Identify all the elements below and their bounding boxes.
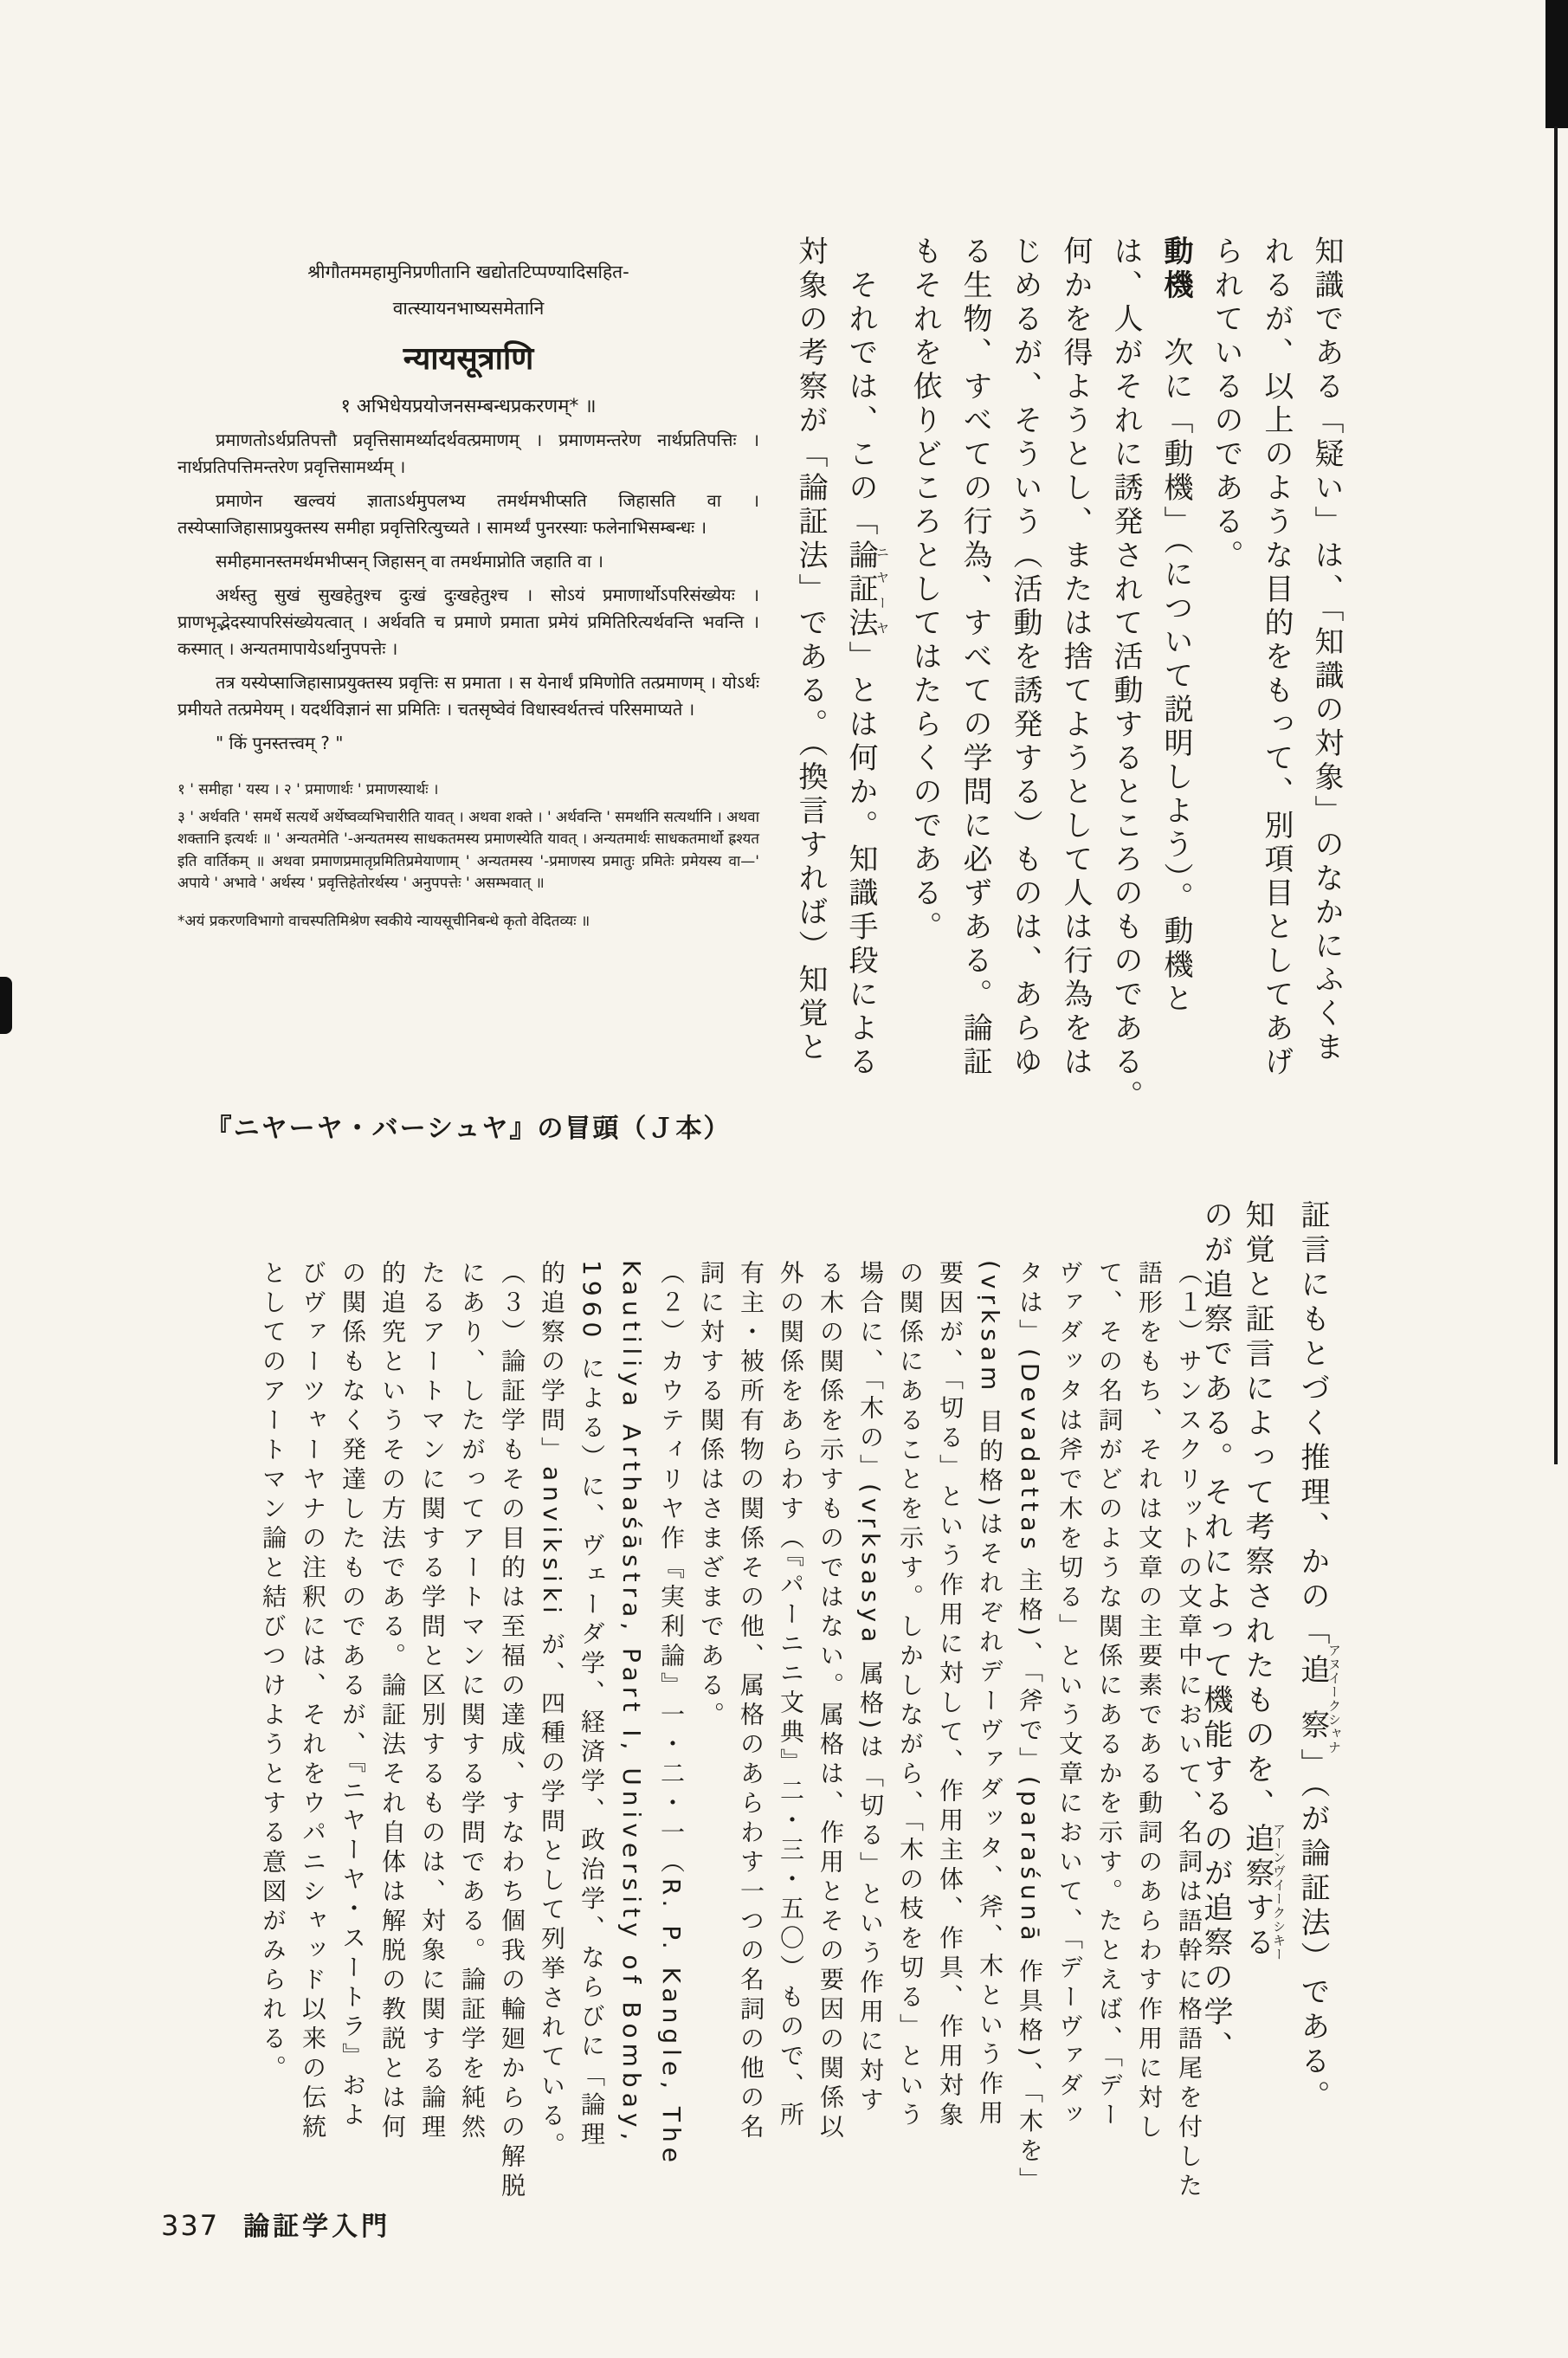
footnote-column: （３）論証学もその目的は至福の達成、すなわち個我の輪廻からの解脱 [498, 1260, 526, 2202]
furigana-nyaya: 論証法ニヤーヤ [843, 539, 890, 641]
sanskrit-paragraph-quote: " किं पुनस्तत्त्वम् ? " [216, 733, 344, 753]
sanskrit-paragraph: समीहमानस्तमर्थमभीप्सन् जिहासन् वा तमर्थमाप्नोति जहाति वा । [216, 551, 603, 572]
footnote-column: 語形をもち、それは文章の主要素である動詞のあらわす作用に対し [1135, 1260, 1164, 2143]
text-column: じめるが、そういう（活動を誘発する）ものは、あらゆ [1008, 236, 1042, 1080]
footnote-column: 要因が、「切る」という作用に対して、作用主体、作具、作用対象 [936, 1260, 965, 2131]
sanskrit-paragraph: अर्थस्तु सुखं सुखहेतुश्च दुःखं दुःखहेतुश्च । सोऽयं प्रमाणार्थोऽपरिसंख्येयः । प्राणभृद्भेदस्यापरिसंख्येयत्वात् । अर्थवति च प्रमाणे प्रमाता प्रमेयं प्रमितिरित्यर्थवन्ति भवन्ति । कस्मात् । अन्यतमापायेऽर्थानुपपत्तेः । [177, 585, 759, 659]
main-text-block [785, 236, 1352, 1132]
furigana-anviksana: 追察アヌイークシャナ [1295, 1644, 1342, 1754]
footnote-column: たるアートマンに関する学問と区別するものは、対象に関する論理 [418, 1260, 447, 2143]
continuation-text-block [1195, 1199, 1347, 2113]
text-column: る生物、すべての行為、すべての学問に必ずある。論証 [958, 236, 992, 1080]
sanskrit-heading-line-2: वात्स्यायनभाष्यसमेतानि [392, 298, 545, 319]
footnote-column: 1960 による）に、ヴェーダ学、経済学、政治学、ならびに「論理 [578, 1260, 606, 2151]
footnote-column: Kautiliya Arthaśāstra, Part I, University of Bombay, [617, 1260, 646, 2146]
footnote-2 [532, 1260, 691, 2191]
footnote-column: 有主・被所有物の関係その他、属格のあらわす一つの名詞の他の名 [737, 1260, 765, 2143]
text-column: は、人がそれに誘発されて活動するところのものである。 [1108, 236, 1143, 1114]
footnote-1 [691, 1260, 1209, 2202]
sanskrit-inset-caption: 『ニヤーヤ・バーシュヤ』の冒頭（Ｊ本） [205, 1114, 732, 1144]
page-number: 337 [161, 2209, 220, 2242]
sanskrit-section-heading: १ अभिधेयप्रयोजनसम्बन्धप्रकरणम्* ॥ [340, 396, 597, 417]
text-column: 何かを得ようとし、または捨てようとして人は行為をは [1058, 236, 1093, 1080]
text-column: られているのである。 [1209, 236, 1243, 573]
sanskrit-footnote: ३ ' अर्थवति ' समर्थे सत्यर्थे अर्थेष्वव्यभिचारीति यावत् । अथवा शक्ते । ' अर्थवन्ति ' समर्थानि सत्यर्थानि । अथवा शक्तानि इत्यर्थः ॥ ' अन्यतमेति '-अन्यतमस्य साधकतमस्य प्रमाणस्येति यावत् । अन्यतमार्थः साधकतमार्थो ह्रश्यत इति वार्तिकम् ॥ अथवा प्रमाणप्रमातृप्रमितिप्रमेयाणाम् ' अन्यतमस्य '-प्रमाणस्य प्रमातुः प्रमितेः प्रमेयस्य वा—' अपाये ' अभावे ' अर्थस्य ' प्रवृत्तिहेतोरर्थस्य ' अनुपपत्तेः ' असम्भवात् ॥ [177, 808, 759, 892]
sanskrit-heading-line-1: श्रीगौतममहामुनिप्रणीतानि खद्योतटिप्पण्यादिसहित- [307, 262, 629, 282]
sanskrit-paragraph: तत्र यस्येप्साजिहासाप्रयुक्तस्य प्रवृत्तिः स प्रमाता । स येनार्थं प्रमिणोति तत्प्रमाणम् । योऽर्थः प्रमीयते तत्प्रमेयम् । यदर्थविज्ञानं सा प्रमितिः । चतसृष्वेवं विधास्वर्थतत्त्वं परिसमाप्यते । [177, 672, 759, 720]
text-run: 次に「動機」（について説明しよう）。動機と [1158, 303, 1193, 1017]
text-column-with-furigana [1242, 1199, 1286, 2113]
sanskrit-inset [177, 260, 759, 933]
text-column-motive-heading [1158, 236, 1193, 1132]
text-run: 証言にもとづく推理、かの「 [1295, 1199, 1330, 1650]
text-run: 」（が論証法）である。 [1295, 1748, 1330, 2115]
text-run: 」とは何か。知識手段による [843, 641, 878, 1080]
sanskrit-paragraph: प्रमाणतोऽर्थप्रतिपत्तौ प्रवृत्तिसामर्थ्यादर्थवत्प्रमाणम् । प्रमाणमन्तरेण नार्थप्रतिपत्तिः । नार्थप्रतिपत्तिमन्तरेण प्रवृत्तिसामर्थ्यम् । [177, 430, 759, 477]
footnote-column: びヴァーツャーヤナの注釈には、それをウパニシャッド以来の伝統 [299, 1260, 327, 2143]
sanskrit-star-note: *अयं प्रकरणविभागो वाचस्पतिमिश्रेण स्वकीये न्यायसूचीनिबन्धे कृतो वेदितव्यः ॥ [177, 912, 590, 930]
footnote-column: 的追察の学問」anviksiki が、四種の学問として列挙されている。 [538, 1260, 566, 2161]
footnote-column: の関係にあることを示す。しかしながら、「木の枝を切る」という [896, 1260, 925, 2131]
text-column: 対象の考察が「論証法」である。（換言すれば）知覚と [793, 236, 828, 1065]
scan-artifact-right-edge-line [1554, 126, 1558, 1464]
footnote-column: の関係もなく発達したものであるが、『ニヤーヤ・スートラ』およ [339, 1260, 367, 2131]
text-run: 知覚と証言によって考察されたものを、 [1240, 1199, 1274, 1823]
sanskrit-footnote: १ ' समीहा ' यस्य । २ ' प्रमाणार्थः ' प्रमाणस्यार्थः । [177, 781, 439, 798]
footnote-column: （１）サンスクリットの文章中において、名詞は語幹に格語尾を付した [1175, 1260, 1203, 2202]
furigana-anviksiki: 追察するアーンヴイークシキー [1240, 1823, 1287, 1961]
text-column: れるが、以上のような目的をもって、別項目としてあげ [1259, 236, 1294, 1080]
footnote-column: にあり、したがってアートマンに関する学問である。論証学を純然 [458, 1260, 487, 2143]
text-column: 知識である「疑い」は、「知識の対象」のなかにふくま [1309, 236, 1344, 1065]
footnote-column: （２）カウティリヤ作『実利論』一・二・一（R. P. Kangle, The [657, 1260, 686, 2168]
running-title: 論証学入門 [243, 2212, 391, 2242]
footnote-3 [253, 1260, 532, 2202]
term-heading: 動機 [1158, 236, 1193, 303]
text-column-with-furigana [843, 236, 890, 1132]
footnote-column: 外の関係をあらわす（『パーニニ文典』二・三・五〇）もので、所 [777, 1260, 805, 2131]
scan-artifact-top-right-bar [1545, 0, 1568, 128]
text-column-with-furigana [1295, 1199, 1342, 2115]
footnote-column: 的追究というその方法である。論証法それ自体は解脱の教説とは何 [378, 1260, 407, 2143]
footnote-column: 詞に対する関係はさまざまである。 [697, 1260, 726, 1731]
footnote-column: タは」(Devadattas 主格)、「斧で」(paraśunā 作具格)、「木を」 [1016, 1260, 1044, 2197]
footnote-column: 場合に、「木の」(vṛksasya 属格)は「切る」という作用に対す [856, 1260, 885, 2117]
footnote-column: (vṛksam 目的格)はそれぞれデーヴァダッタ、斧、木という作用 [976, 1260, 1004, 2130]
text-column: もそれを依りどころとしてはたらくのである。 [907, 236, 942, 945]
footnote-column: る木の関係を示すものではない。属格は、作用とその要因の関係以 [816, 1260, 845, 2143]
footnote-column: としてのアートマン論と結びつけようとする意図がみられる。 [259, 1260, 287, 2084]
footnotes-block [253, 1260, 1209, 2202]
page-footer [161, 2205, 390, 2243]
text-column: のが追察である。それによって機能するのが追察の学、 [1198, 1199, 1233, 2065]
sanskrit-body [177, 427, 759, 757]
footnote-column: て、その名詞がどのような関係にあるかを示す。たとえば、「デー [1095, 1260, 1124, 2131]
scan-artifact-left-edge-mark [0, 977, 12, 1034]
sanskrit-title-nyayasutrani: न्यायसूत्राणि [403, 341, 534, 377]
sanskrit-paragraph: प्रमाणेन खल्वयं ज्ञाताऽर्थमुपलभ्य तमर्थमभीप्सति जिहासति वा । तस्येप्साजिहासाप्रयुक्तस्य समीहा प्रवृत्तिरित्युच्यते । सामर्थ्यं पुनरस्याः फलेनाभिसम्बन्धः । [177, 490, 759, 538]
footnote-column: ヴァダッタは斧で木を切る」という文章において、「デーヴァダッ [1055, 1260, 1084, 2131]
sanskrit-footnotes [177, 779, 759, 933]
text-run: それでは、この「 [843, 236, 878, 539]
